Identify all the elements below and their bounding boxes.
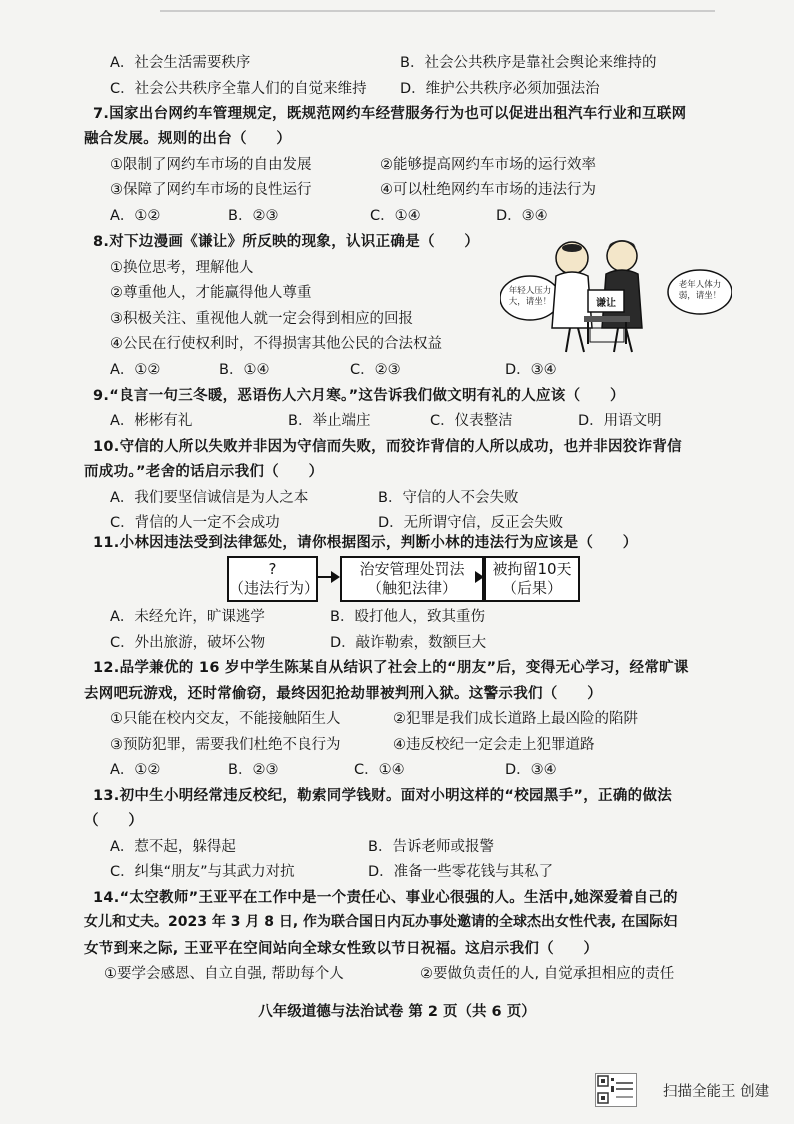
flow-box-illegal-act [227,556,318,602]
q10-option-d: D．无所谓守信，反正会失败 [378,515,564,531]
qr-code-icon [595,1073,637,1107]
q10-stem-line2: 而成功。”老舍的话启示我们（ ） [84,464,324,480]
q9-option-d: D．用语文明 [578,413,662,429]
q8-statement-4: ④公民在行使权利时，不得损害其他公民的合法权益 [110,336,442,352]
q11-stem: 11.小林因违法受到法律惩处，请你根据图示，判断小林的违法行为应该是（ ） [93,535,638,551]
scan-edge-mark [160,10,715,12]
flow-box-consequence [484,556,580,602]
q12-stem-line2: 去网吧玩游戏，还时常偷窃，最终因犯抢劫罪被判刑入狱。这警示我们（ ） [84,686,602,702]
q13-stem-line1: 13.初中生小明经常违反校纪，勒索同学钱财。面对小明这样的“校园黑手”，正确的做法 [93,788,673,804]
flow-box-illegal-act-top: ? [268,560,277,578]
q13-stem-line2: （ ） [84,813,144,829]
q9-option-c: C．仪表整洁 [430,413,513,429]
q7-stem-line2: 融合发展。规则的出台（ ） [84,131,292,147]
q12-statement-1: ①只能在校内交友，不能接触陌生人 [110,711,341,727]
flow-box-illegal-act-bottom: （违法行为） [229,579,320,597]
q13-option-b: B．告诉老师或报警 [368,839,494,855]
q7-option-c: C．①④ [370,208,421,224]
q10-option-b: B．守信的人不会失败 [378,490,519,506]
q6-option-c: C．社会公共秩序全靠人们的自觉来维持 [110,81,367,97]
flow-box-law-bottom: （触犯法律） [366,579,457,597]
q7-statement-1: ①限制了网约车市场的自由发展 [110,157,312,173]
q14-statement-1: ①要学会感恩、自立自强, 帮助每个人 [104,966,344,982]
q10-option-a: A．我们要坚信诚信是为人之本 [110,490,309,506]
q8-stem: 8.对下边漫画《谦让》所反映的现象，认识正确是（ ） [93,234,480,250]
cartoon-bubble-right: 老年人体力弱，请坐！ [678,280,722,301]
flow-box-law [340,556,484,602]
q7-statement-2: ②能够提高网约车市场的运行效率 [380,157,596,173]
q9-option-a: A．彬彬有礼 [110,413,193,429]
q14-statement-2: ②要做负责任的人, 自觉承担相应的责任 [420,966,675,982]
q12-stem-line1: 12.品学兼优的 16 岁中学生陈某自从结识了社会上的“朋友”后，变得无心学习，经常旷课 [93,660,689,676]
flow-box-law-top: 治安管理处罚法 [359,560,465,578]
q7-stem-line1: 7.国家出台网约车管理规定，既规范网约车经营服务行为也可以促进出租汽车行业和互联网 [93,106,687,122]
q12-statement-4: ④违反校纪一定会走上犯罪道路 [393,737,595,753]
page-footer: 八年级道德与法治试卷 第 2 页（共 6 页） [258,1004,536,1020]
q12-option-b: B．②③ [228,762,279,778]
q12-statement-2: ②犯罪是我们成长道路上最凶险的陷阱 [393,711,638,727]
q8-statement-2: ②尊重他人，才能赢得他人尊重 [110,285,312,301]
q12-option-d: D．③④ [505,762,557,778]
q10-stem-line1: 10.守信的人所以失败并非因为守信而失败，而狡诈背信的人所以成功，也并非因狡诈背信 [93,439,682,455]
q11-option-b: B．殴打他人，致其重伤 [330,609,485,625]
q11-option-d: D．敲诈勒索，数额巨大 [330,635,487,651]
q7-option-b: B．②③ [228,208,279,224]
q11-option-a: A．未经允许，旷课逃学 [110,609,265,625]
q13-option-a: A．惹不起，躲得起 [110,839,236,855]
q8-option-b: B．①④ [219,362,270,378]
modesty-cartoon [500,232,732,356]
scanner-watermark: 扫描全能王 创建 [663,1084,770,1100]
q9-option-b: B．举止端庄 [288,413,371,429]
q7-statement-4: ④可以杜绝网约车市场的违法行为 [380,182,596,198]
q11-option-c: C．外出旅游，破坏公物 [110,635,266,651]
q14-stem-line1: 14.“太空教师”王亚平在工作中是一个责任心、事业心很强的人。生活中,她深爱着自己的 [93,890,678,906]
q14-stem-line3: 女节到来之际, 王亚平在空间站向全球女性致以节日祝福。这启示我们（ ） [84,941,599,957]
q8-option-a: A．①② [110,362,161,378]
flow-box-consequence-bottom: （后果） [501,579,562,597]
q7-option-a: A．①② [110,208,161,224]
q12-statement-3: ③预防犯罪，需要我们杜绝不良行为 [110,737,341,753]
cartoon-sign: 谦让 [596,298,616,309]
q8-option-d: D．③④ [505,362,557,378]
q6-option-b: B．社会公共秩序是靠社会舆论来维持的 [400,55,657,71]
q6-option-d: D．维护公共秩序必须加强法治 [400,81,600,97]
q13-option-c: C．纠集“朋友”与其武力对抗 [110,864,295,880]
q12-option-a: A．①② [110,762,161,778]
q7-statement-3: ③保障了网约车市场的良性运行 [110,182,312,198]
cartoon-bubble-left: 年轻人压力大，请坐！ [508,286,552,307]
q12-option-c: C．①④ [354,762,405,778]
q10-option-c: C．背信的人一定不会成功 [110,515,280,531]
q8-statement-3: ③积极关注、重视他人就一定会得到相应的回报 [110,311,413,327]
q14-stem-line2: 女儿和丈夫。2023 年 3 月 8 日, 作为联合国日内瓦办事处邀请的全球杰出女性代表, 在国际妇 [84,914,678,930]
q7-option-d: D．③④ [496,208,548,224]
q8-statement-1: ①换位思考，理解他人 [110,260,254,276]
flow-box-consequence-top: 被拘留10天 [492,560,572,578]
q8-option-c: C．②③ [350,362,401,378]
q9-stem: 9.“良言一句三冬暖，恶语伤人六月寒。”这告诉我们做文明有礼的人应该（ ） [93,388,625,404]
q13-option-d: D．准备一些零花钱与其私了 [368,864,554,880]
q6-option-a: A．社会生活需要秩序 [110,55,251,71]
flow-arrow-1 [316,576,338,578]
